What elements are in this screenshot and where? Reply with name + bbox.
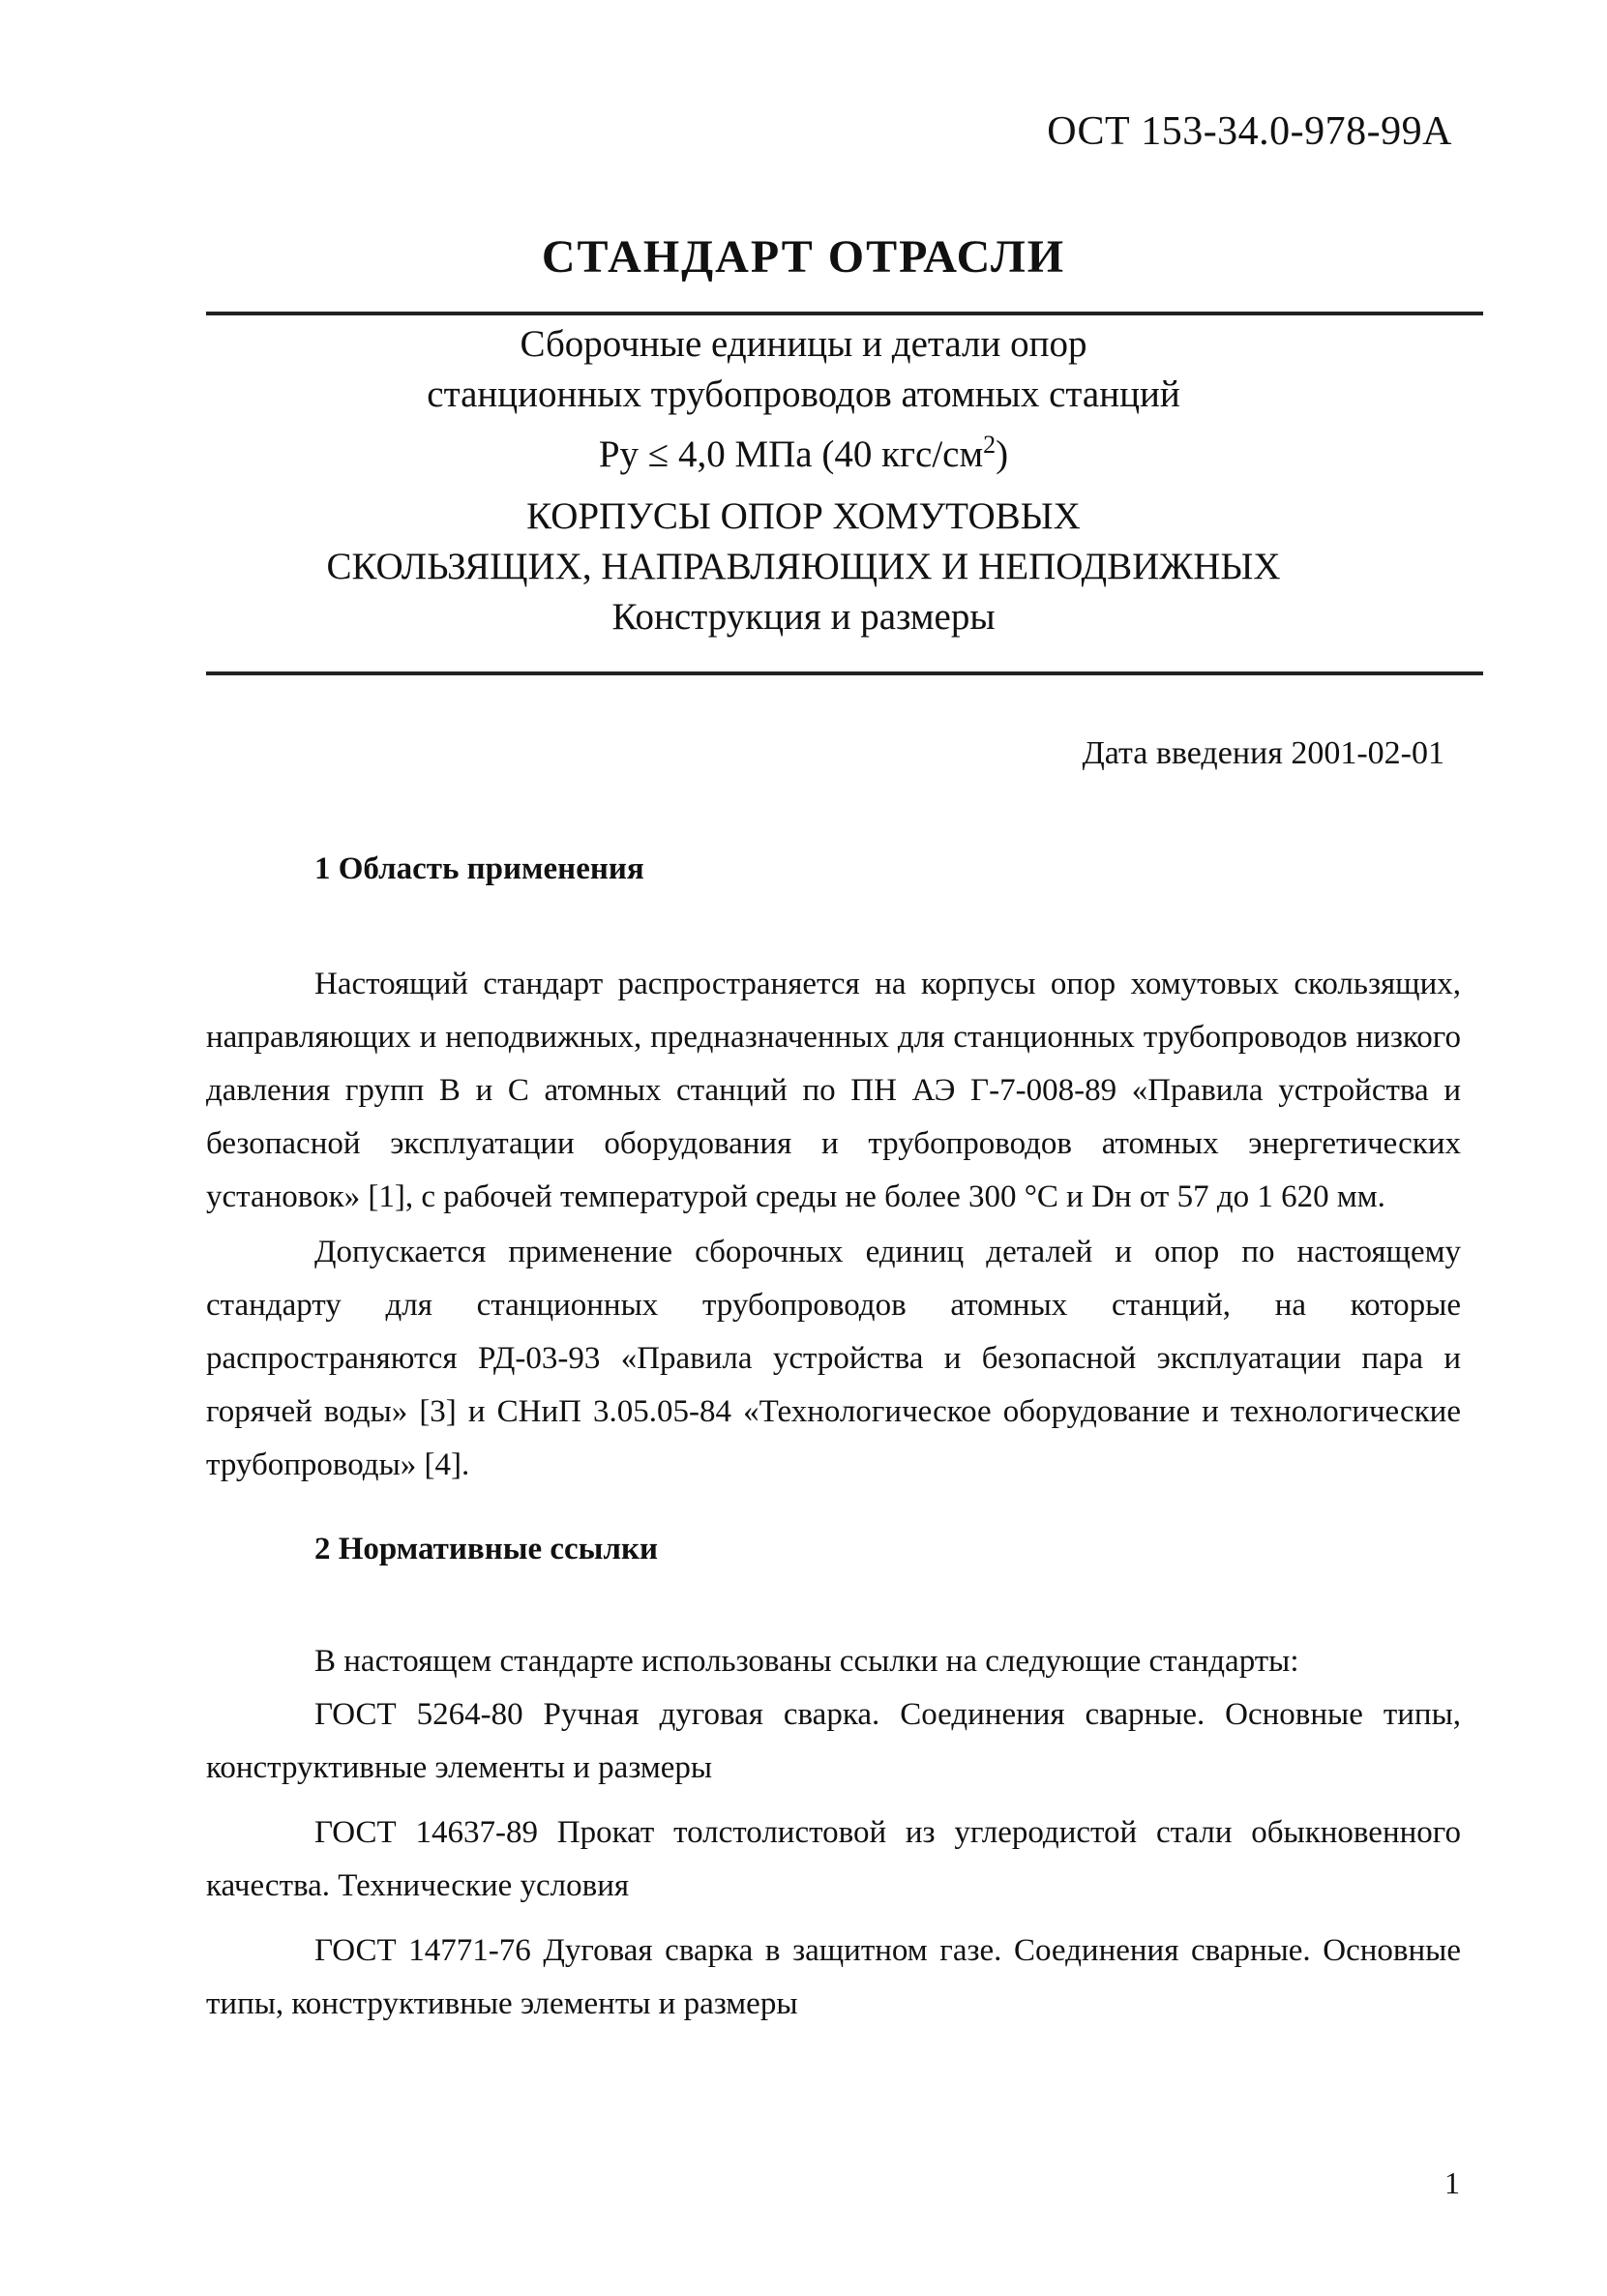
pressure-close: ) [996,433,1009,475]
top-divider [206,312,1483,315]
normative-references [206,1635,1461,2043]
references-intro: В настоящем стандарте использованы ссылки на следующие стандарты: [314,1644,1299,1679]
bottom-divider [206,671,1483,675]
scope-paragraph-1: Настоящий стандарт распространяется на корпусы опор хомутовых скользящих, направляющих и неподвижных, предназначенных для станционных трубопроводов низкого давления групп В и С атомных станций по ПН АЭ Г-7-008-89 «Правила устройства и безопасной эксплуатации оборудования и трубопроводов атомных энергетических установок» [1], с рабочей температурой среды не более 300 °С и Dн от 57 до 1 620 мм. [206,967,1461,1214]
page-number: 1 [1444,2165,1460,2200]
scope-paragraph-2: Допускается применение сборочных единиц деталей и опор по настоящему стандарту для станционных трубопроводов атомных станций, на которые распространяются РД-03-93 «Правила устройства и безопасной эксплуатации пара и горячей воды» [3] и СНиП 3.05.05-84 «Технологическое оборудование и технологические трубопроводы» [4]. [206,1235,1461,1482]
introduction-date: Дата введения 2001-02-01 [1082,735,1444,771]
part-title-line-1: КОРПУСЫ ОПОР ХОМУТОВЫХ [526,495,1081,537]
reference-item: ГОСТ 14637-89 Прокат толстолистовой из углеродистой стали обыкновенного качества. Технические условия [206,1815,1461,1903]
subtitle-line-1: Сборочные единицы и детали опор [520,323,1087,365]
document-code: ОСТ 153-34.0-978-99А [1047,109,1452,154]
standard-subtitle [0,319,1607,480]
section-2-heading: 2 Нормативные ссылки [314,1532,658,1566]
part-title-line-3: Конструкция и размеры [611,596,996,638]
reference-item: ГОСТ 5264-80 Ручная дуговая сварка. Соединения сварные. Основные типы, конструктивные элементы и размеры [206,1697,1461,1785]
page-title: СТАНДАРТ ОТРАСЛИ [541,231,1066,283]
pressure-text: Ру ≤ 4,0 МПа (40 кгс/см [598,433,984,475]
section-1-heading: 1 Область применения [314,851,644,886]
part-title-line-2: СКОЛЬЗЯЩИХ, НАПРАВЛЯЮЩИХ И НЕПОДВИЖНЫХ [326,546,1281,587]
reference-item: ГОСТ 14771-76 Дуговая сварка в защитном газе. Соединения сварные. Основные типы, конструктивные элементы и размеры [206,1933,1461,2021]
part-title [0,492,1607,642]
subtitle-line-2: станционных трубопроводов атомных станций [427,373,1180,415]
subtitle-line-3 [0,420,1607,480]
pressure-superscript: 2 [983,431,997,459]
